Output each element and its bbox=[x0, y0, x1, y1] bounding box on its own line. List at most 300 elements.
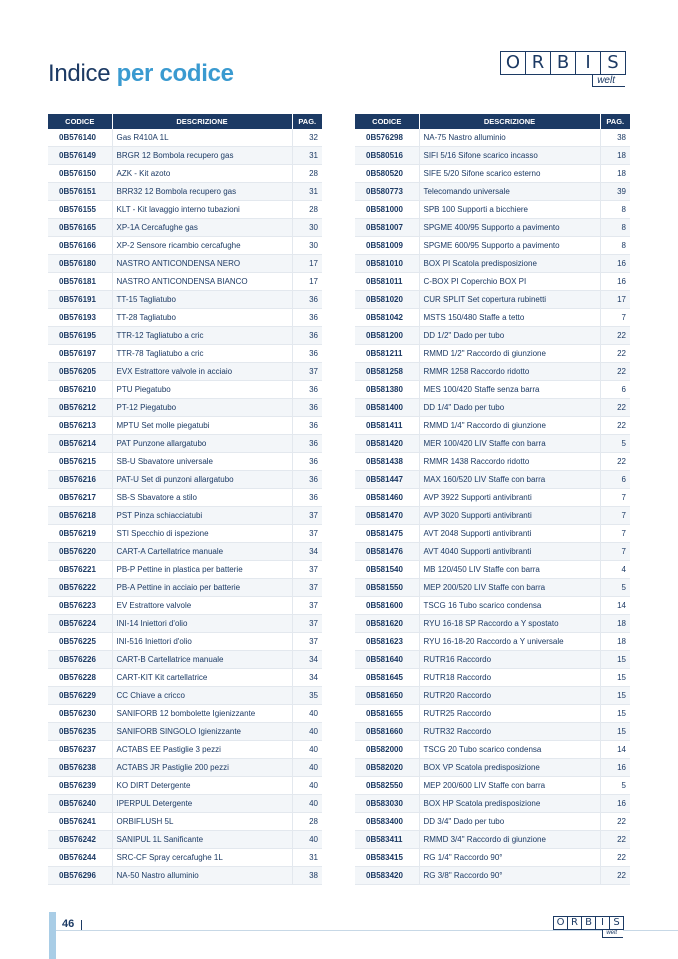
table-row bbox=[48, 525, 322, 543]
table-row bbox=[355, 849, 630, 867]
item-description: ORBIFLUSH 5L bbox=[112, 813, 292, 831]
item-page: 14 bbox=[600, 741, 630, 759]
item-page: 28 bbox=[292, 201, 322, 219]
item-code: 0B576191 bbox=[48, 291, 112, 309]
item-description: TT-15 Tagliatubo bbox=[112, 291, 292, 309]
item-page: 35 bbox=[292, 687, 322, 705]
item-description: NA-75 Nastro alluminio bbox=[419, 129, 600, 147]
item-code: 0B581042 bbox=[355, 309, 419, 327]
item-code: 0B576226 bbox=[48, 651, 112, 669]
logo-letter: R bbox=[567, 916, 582, 930]
item-description: MAX 160/520 LIV Staffe con barra bbox=[419, 471, 600, 489]
item-description: RG 1/4" Raccordo 90° bbox=[419, 849, 600, 867]
item-code: 0B583411 bbox=[355, 831, 419, 849]
table-row bbox=[48, 831, 322, 849]
table-row bbox=[48, 543, 322, 561]
item-code: 0B580520 bbox=[355, 165, 419, 183]
item-page: 22 bbox=[600, 813, 630, 831]
item-description: EVX Estrattore valvole in acciaio bbox=[112, 363, 292, 381]
item-page: 34 bbox=[292, 651, 322, 669]
item-page: 22 bbox=[600, 417, 630, 435]
table-row bbox=[48, 615, 322, 633]
item-code: 0B582550 bbox=[355, 777, 419, 795]
item-code: 0B581623 bbox=[355, 633, 419, 651]
item-code: 0B576220 bbox=[48, 543, 112, 561]
item-code: 0B576242 bbox=[48, 831, 112, 849]
item-description: INI-14 Iniettori d'olio bbox=[112, 615, 292, 633]
item-description: CART-A Cartellatrice manuale bbox=[112, 543, 292, 561]
item-description: RMMD 1/2" Raccordo di giunzione bbox=[419, 345, 600, 363]
item-code: 0B581476 bbox=[355, 543, 419, 561]
item-page: 40 bbox=[292, 759, 322, 777]
item-page: 17 bbox=[292, 273, 322, 291]
item-code: 0B583420 bbox=[355, 867, 419, 885]
item-description: BOX HP Scatola predisposizione bbox=[419, 795, 600, 813]
item-description: SPGME 400/95 Supporto a pavimento bbox=[419, 219, 600, 237]
item-code: 0B581470 bbox=[355, 507, 419, 525]
page-title-part1: Indice bbox=[48, 60, 111, 87]
table-row bbox=[355, 345, 630, 363]
item-code: 0B581400 bbox=[355, 399, 419, 417]
table-row bbox=[48, 273, 322, 291]
item-code: 0B576155 bbox=[48, 201, 112, 219]
table-row bbox=[355, 741, 630, 759]
item-page: 17 bbox=[292, 255, 322, 273]
item-description: TSCG 16 Tubo scarico condensa bbox=[419, 597, 600, 615]
item-description: MER 100/420 LIV Staffe con barra bbox=[419, 435, 600, 453]
item-page: 5 bbox=[600, 777, 630, 795]
table-row bbox=[48, 741, 322, 759]
item-page: 5 bbox=[600, 435, 630, 453]
item-description: CC Chiave a cricco bbox=[112, 687, 292, 705]
item-page: 7 bbox=[600, 489, 630, 507]
item-page: 36 bbox=[292, 309, 322, 327]
logo-letter: B bbox=[581, 916, 596, 930]
item-code: 0B581007 bbox=[355, 219, 419, 237]
footer-divider bbox=[56, 930, 678, 931]
item-code: 0B581411 bbox=[355, 417, 419, 435]
item-code: 0B581645 bbox=[355, 669, 419, 687]
item-code: 0B576166 bbox=[48, 237, 112, 255]
item-code: 0B576241 bbox=[48, 813, 112, 831]
item-page: 36 bbox=[292, 489, 322, 507]
item-description: DD 3/4" Dado per tubo bbox=[419, 813, 600, 831]
table-row bbox=[355, 309, 630, 327]
item-code: 0B581009 bbox=[355, 237, 419, 255]
item-page: 22 bbox=[600, 345, 630, 363]
item-page: 16 bbox=[600, 273, 630, 291]
item-description: XP-2 Sensore ricambio cercafughe bbox=[112, 237, 292, 255]
item-code: 0B581211 bbox=[355, 345, 419, 363]
item-code: 0B581640 bbox=[355, 651, 419, 669]
item-description: RYU 16-18-20 Raccordo a Y universale bbox=[419, 633, 600, 651]
item-description: NA-50 Nastro alluminio bbox=[112, 867, 292, 885]
item-description: TTR-78 Tagliatubo a cric bbox=[112, 345, 292, 363]
item-page: 18 bbox=[600, 165, 630, 183]
item-description: SPB 100 Supporti a bicchiere bbox=[419, 201, 600, 219]
item-page: 8 bbox=[600, 219, 630, 237]
table-row bbox=[355, 417, 630, 435]
item-code: 0B576217 bbox=[48, 489, 112, 507]
item-description: RUTR25 Raccordo bbox=[419, 705, 600, 723]
logo-letter: B bbox=[550, 51, 576, 75]
table-row bbox=[48, 723, 322, 741]
item-code: 0B576193 bbox=[48, 309, 112, 327]
table-row bbox=[355, 633, 630, 651]
item-page: 28 bbox=[292, 813, 322, 831]
table-row bbox=[355, 489, 630, 507]
item-description: MB 120/450 LIV Staffe con barra bbox=[419, 561, 600, 579]
item-page: 22 bbox=[600, 363, 630, 381]
table-header-row bbox=[48, 114, 322, 129]
item-description: RMMR 1258 Raccordo ridotto bbox=[419, 363, 600, 381]
item-description: XP-1A Cercafughe gas bbox=[112, 219, 292, 237]
table-row bbox=[48, 219, 322, 237]
item-description: AVT 4040 Supporti antivibranti bbox=[419, 543, 600, 561]
item-description: ACTABS JR Pastiglie 200 pezzi bbox=[112, 759, 292, 777]
logo-letter: S bbox=[600, 51, 626, 75]
item-description: SANIFORB SINGOLO Igienizzante bbox=[112, 723, 292, 741]
item-description: BOX PI Scatola predisposizione bbox=[419, 255, 600, 273]
orbis-logo-footer bbox=[553, 916, 623, 936]
item-page: 16 bbox=[600, 795, 630, 813]
item-description: IPERPUL Detergente bbox=[112, 795, 292, 813]
table-row bbox=[48, 687, 322, 705]
item-page: 22 bbox=[600, 327, 630, 345]
item-description: AVP 3020 Supporti antivibranti bbox=[419, 507, 600, 525]
item-description: EV Estrattore valvole bbox=[112, 597, 292, 615]
item-page: 32 bbox=[292, 129, 322, 147]
item-page: 22 bbox=[600, 399, 630, 417]
table-row bbox=[48, 471, 322, 489]
item-code: 0B581655 bbox=[355, 705, 419, 723]
table-row bbox=[48, 849, 322, 867]
table-row bbox=[48, 147, 322, 165]
item-page: 37 bbox=[292, 525, 322, 543]
page-number-separator bbox=[81, 920, 82, 930]
item-page: 36 bbox=[292, 291, 322, 309]
table-row bbox=[355, 597, 630, 615]
orbis-logo bbox=[500, 51, 625, 86]
item-description: RMMR 1438 Raccordo ridotto bbox=[419, 453, 600, 471]
header-code: CODICE bbox=[48, 114, 112, 129]
table-row bbox=[355, 471, 630, 489]
index-table-right bbox=[355, 114, 630, 885]
table-row bbox=[355, 867, 630, 885]
item-description: RUTR20 Raccordo bbox=[419, 687, 600, 705]
table-row bbox=[355, 147, 630, 165]
item-page: 37 bbox=[292, 579, 322, 597]
item-page: 39 bbox=[600, 183, 630, 201]
table-row bbox=[355, 813, 630, 831]
item-page: 37 bbox=[292, 363, 322, 381]
table-row bbox=[355, 507, 630, 525]
item-description: C-BOX PI Coperchio BOX PI bbox=[419, 273, 600, 291]
item-page: 37 bbox=[292, 507, 322, 525]
item-code: 0B576150 bbox=[48, 165, 112, 183]
table-row bbox=[48, 237, 322, 255]
table-row bbox=[48, 255, 322, 273]
table-row bbox=[48, 579, 322, 597]
item-code: 0B581620 bbox=[355, 615, 419, 633]
item-description: RMMD 1/4" Raccordo di giunzione bbox=[419, 417, 600, 435]
item-code: 0B582000 bbox=[355, 741, 419, 759]
logo-letter: I bbox=[595, 916, 610, 930]
item-code: 0B576151 bbox=[48, 183, 112, 201]
item-page: 36 bbox=[292, 453, 322, 471]
item-code: 0B576221 bbox=[48, 561, 112, 579]
item-page: 15 bbox=[600, 669, 630, 687]
item-code: 0B576140 bbox=[48, 129, 112, 147]
table-row bbox=[355, 795, 630, 813]
table-row bbox=[355, 219, 630, 237]
item-code: 0B580516 bbox=[355, 147, 419, 165]
item-code: 0B581020 bbox=[355, 291, 419, 309]
table-row bbox=[355, 381, 630, 399]
item-code: 0B576235 bbox=[48, 723, 112, 741]
table-row bbox=[48, 309, 322, 327]
index-table-left bbox=[48, 114, 322, 885]
table-row bbox=[48, 165, 322, 183]
table-row bbox=[48, 759, 322, 777]
item-description: SB-S Sbavatore a stilo bbox=[112, 489, 292, 507]
item-code: 0B576223 bbox=[48, 597, 112, 615]
table-row bbox=[48, 381, 322, 399]
item-page: 34 bbox=[292, 669, 322, 687]
item-code: 0B576225 bbox=[48, 633, 112, 651]
item-code: 0B576228 bbox=[48, 669, 112, 687]
item-page: 36 bbox=[292, 417, 322, 435]
item-page: 30 bbox=[292, 219, 322, 237]
item-code: 0B581000 bbox=[355, 201, 419, 219]
item-code: 0B576229 bbox=[48, 687, 112, 705]
item-code: 0B581447 bbox=[355, 471, 419, 489]
item-page: 4 bbox=[600, 561, 630, 579]
item-description: RUTR16 Raccordo bbox=[419, 651, 600, 669]
logo-letter: O bbox=[553, 916, 568, 930]
item-description: MEP 200/520 LIV Staffe con barra bbox=[419, 579, 600, 597]
item-page: 28 bbox=[292, 165, 322, 183]
item-description: MES 100/420 Staffe senza barra bbox=[419, 381, 600, 399]
item-page: 31 bbox=[292, 183, 322, 201]
item-description: KO DIRT Detergente bbox=[112, 777, 292, 795]
item-description: SPGME 600/95 Supporto a pavimento bbox=[419, 237, 600, 255]
item-code: 0B581660 bbox=[355, 723, 419, 741]
item-code: 0B576205 bbox=[48, 363, 112, 381]
item-page: 36 bbox=[292, 327, 322, 345]
item-description: MEP 200/600 LIV Staffe con barra bbox=[419, 777, 600, 795]
logo-letter: O bbox=[500, 51, 526, 75]
logo-letter: I bbox=[575, 51, 601, 75]
table-row bbox=[355, 291, 630, 309]
item-code: 0B581650 bbox=[355, 687, 419, 705]
table-row bbox=[355, 129, 630, 147]
item-description: RMMD 3/4" Raccordo di giunzione bbox=[419, 831, 600, 849]
item-description: MSTS 150/480 Staffe a tetto bbox=[419, 309, 600, 327]
item-description: DD 1/4" Dado per tubo bbox=[419, 399, 600, 417]
item-page: 7 bbox=[600, 543, 630, 561]
item-code: 0B576165 bbox=[48, 219, 112, 237]
item-code: 0B583030 bbox=[355, 795, 419, 813]
item-code: 0B576210 bbox=[48, 381, 112, 399]
item-page: 31 bbox=[292, 147, 322, 165]
item-code: 0B576213 bbox=[48, 417, 112, 435]
item-page: 37 bbox=[292, 597, 322, 615]
item-description: TTR-12 Tagliatubo a cric bbox=[112, 327, 292, 345]
item-description: NASTRO ANTICONDENSA NERO bbox=[112, 255, 292, 273]
item-description: PST Pinza schiacciatubi bbox=[112, 507, 292, 525]
item-code: 0B583415 bbox=[355, 849, 419, 867]
footer-accent-bar bbox=[49, 912, 56, 959]
item-description: TSCG 20 Tubo scarico condensa bbox=[419, 741, 600, 759]
item-description: SB-U Sbavatore universale bbox=[112, 453, 292, 471]
table-row bbox=[48, 399, 322, 417]
item-page: 6 bbox=[600, 471, 630, 489]
item-page: 15 bbox=[600, 723, 630, 741]
table-row bbox=[355, 759, 630, 777]
item-page: 16 bbox=[600, 759, 630, 777]
item-description: CUR SPLIT Set copertura rubinetti bbox=[419, 291, 600, 309]
item-page: 37 bbox=[292, 561, 322, 579]
header-description: DESCRIZIONE bbox=[419, 114, 600, 129]
item-code: 0B576215 bbox=[48, 453, 112, 471]
item-description: RUTR18 Raccordo bbox=[419, 669, 600, 687]
item-page: 22 bbox=[600, 831, 630, 849]
logo-subtitle: welt bbox=[592, 75, 625, 87]
item-page: 38 bbox=[292, 867, 322, 885]
item-page: 36 bbox=[292, 435, 322, 453]
table-row bbox=[48, 183, 322, 201]
item-code: 0B576239 bbox=[48, 777, 112, 795]
item-description: RG 3/8" Raccordo 90° bbox=[419, 867, 600, 885]
item-code: 0B576214 bbox=[48, 435, 112, 453]
item-description: CART-B Cartellatrice manuale bbox=[112, 651, 292, 669]
item-page: 8 bbox=[600, 201, 630, 219]
item-page: 22 bbox=[600, 849, 630, 867]
item-description: MPTU Set molle piegatubi bbox=[112, 417, 292, 435]
item-page: 40 bbox=[292, 723, 322, 741]
item-code: 0B576212 bbox=[48, 399, 112, 417]
item-page: 40 bbox=[292, 705, 322, 723]
item-description: BRR32 12 Bombola recupero gas bbox=[112, 183, 292, 201]
item-page: 5 bbox=[600, 579, 630, 597]
item-page: 22 bbox=[600, 867, 630, 885]
table-row bbox=[355, 687, 630, 705]
table-row bbox=[355, 453, 630, 471]
item-page: 16 bbox=[600, 255, 630, 273]
header-description: DESCRIZIONE bbox=[112, 114, 292, 129]
item-code: 0B576230 bbox=[48, 705, 112, 723]
table-row bbox=[48, 507, 322, 525]
item-code: 0B576195 bbox=[48, 327, 112, 345]
item-page: 34 bbox=[292, 543, 322, 561]
item-page: 15 bbox=[600, 687, 630, 705]
table-row bbox=[48, 777, 322, 795]
table-row bbox=[48, 597, 322, 615]
logo-letter: R bbox=[525, 51, 551, 75]
table-row bbox=[355, 543, 630, 561]
item-description: RUTR32 Raccordo bbox=[419, 723, 600, 741]
item-page: 8 bbox=[600, 237, 630, 255]
item-description: SIFE 5/20 Sifone scarico esterno bbox=[419, 165, 600, 183]
item-page: 36 bbox=[292, 345, 322, 363]
table-row bbox=[355, 435, 630, 453]
item-code: 0B576180 bbox=[48, 255, 112, 273]
table-row bbox=[355, 705, 630, 723]
item-code: 0B581010 bbox=[355, 255, 419, 273]
table-row bbox=[355, 615, 630, 633]
item-page: 31 bbox=[292, 849, 322, 867]
table-row bbox=[355, 777, 630, 795]
item-code: 0B581380 bbox=[355, 381, 419, 399]
table-row bbox=[48, 417, 322, 435]
table-row bbox=[355, 525, 630, 543]
item-description: RYU 16-18 SP Raccordo a Y spostato bbox=[419, 615, 600, 633]
item-page: 7 bbox=[600, 525, 630, 543]
page-number: 46 bbox=[62, 918, 75, 930]
table-row bbox=[355, 255, 630, 273]
item-page: 14 bbox=[600, 597, 630, 615]
item-code: 0B581550 bbox=[355, 579, 419, 597]
item-code: 0B581258 bbox=[355, 363, 419, 381]
item-description: PT-12 Piegatubo bbox=[112, 399, 292, 417]
table-header-row bbox=[355, 114, 630, 129]
item-description: SRC-CF Spray cercafughe 1L bbox=[112, 849, 292, 867]
item-page: 6 bbox=[600, 381, 630, 399]
table-row bbox=[48, 363, 322, 381]
item-description: AVT 2048 Supporti antivibranti bbox=[419, 525, 600, 543]
item-code: 0B581475 bbox=[355, 525, 419, 543]
item-code: 0B576244 bbox=[48, 849, 112, 867]
item-description: PAT-U Set di punzoni allargatubo bbox=[112, 471, 292, 489]
table-row bbox=[355, 669, 630, 687]
item-code: 0B576298 bbox=[355, 129, 419, 147]
table-row bbox=[355, 723, 630, 741]
item-page: 18 bbox=[600, 615, 630, 633]
item-code: 0B576218 bbox=[48, 507, 112, 525]
item-page: 36 bbox=[292, 381, 322, 399]
table-row bbox=[48, 453, 322, 471]
item-code: 0B576197 bbox=[48, 345, 112, 363]
item-code: 0B583400 bbox=[355, 813, 419, 831]
item-code: 0B576219 bbox=[48, 525, 112, 543]
item-description: TT-28 Tagliatubo bbox=[112, 309, 292, 327]
item-description: PAT Punzone allargatubo bbox=[112, 435, 292, 453]
table-row bbox=[355, 399, 630, 417]
table-row bbox=[355, 273, 630, 291]
item-code: 0B581540 bbox=[355, 561, 419, 579]
table-row bbox=[355, 561, 630, 579]
item-code: 0B576240 bbox=[48, 795, 112, 813]
item-page: 40 bbox=[292, 777, 322, 795]
table-row bbox=[355, 165, 630, 183]
page-title bbox=[48, 60, 234, 88]
item-code: 0B576237 bbox=[48, 741, 112, 759]
item-code: 0B576238 bbox=[48, 759, 112, 777]
item-description: BOX VP Scatola predisposizione bbox=[419, 759, 600, 777]
item-code: 0B576296 bbox=[48, 867, 112, 885]
item-description: Telecomando universale bbox=[419, 183, 600, 201]
item-code: 0B581600 bbox=[355, 597, 419, 615]
table-row bbox=[355, 183, 630, 201]
table-row bbox=[48, 291, 322, 309]
item-description: INI-516 Iniettori d'olio bbox=[112, 633, 292, 651]
table-row bbox=[48, 867, 322, 885]
table-row bbox=[48, 633, 322, 651]
item-page: 37 bbox=[292, 633, 322, 651]
item-page: 36 bbox=[292, 399, 322, 417]
table-row bbox=[48, 201, 322, 219]
